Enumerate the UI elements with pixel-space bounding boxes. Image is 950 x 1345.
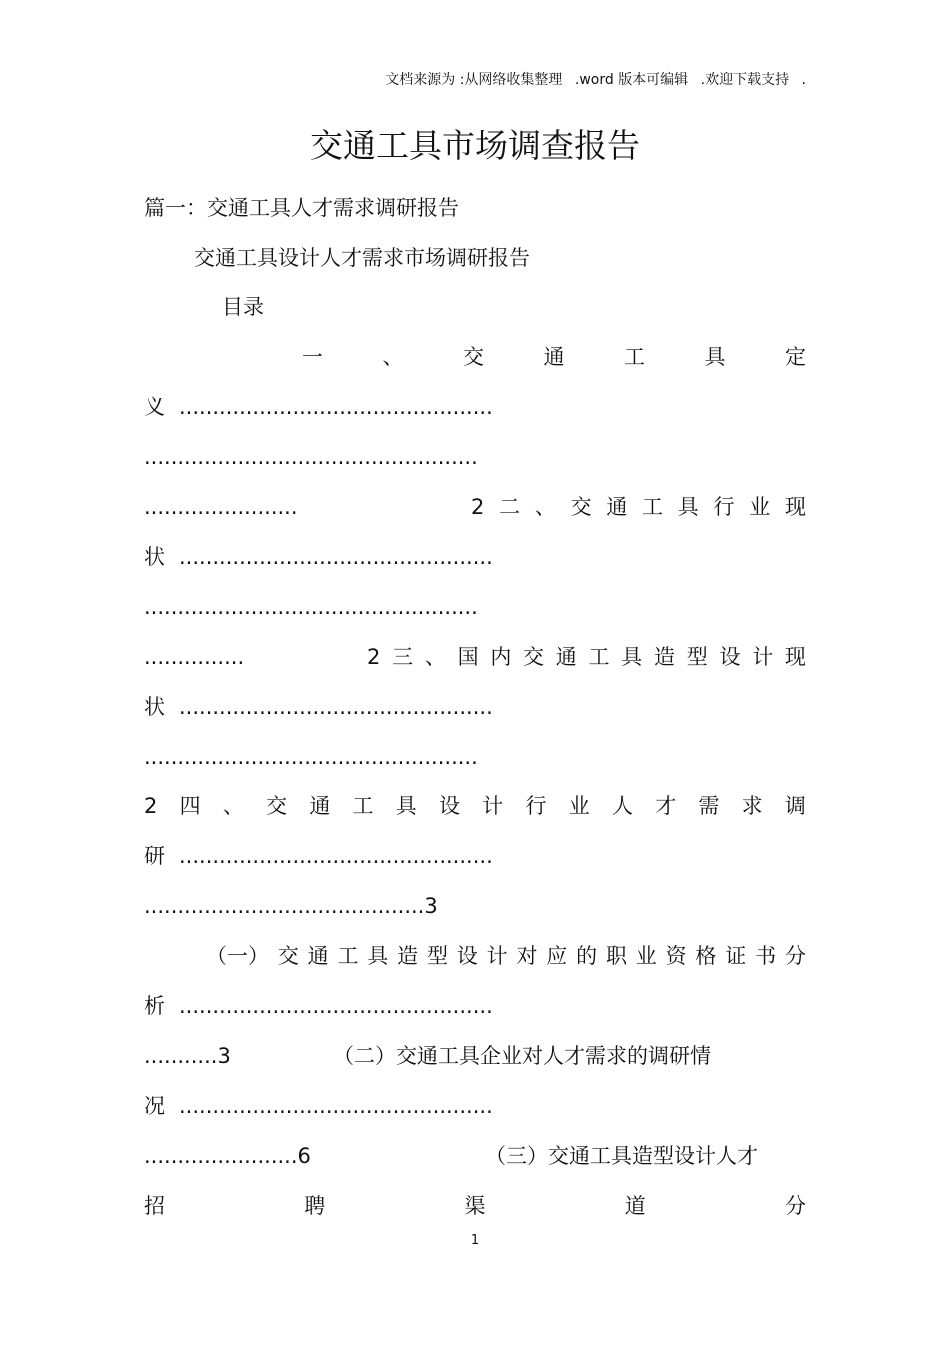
- toc-item6-dots: [144, 1142, 311, 1170]
- header-dot: .: [801, 72, 806, 88]
- toc-char: 现: [784, 645, 806, 669]
- toc-item6-cont: [144, 1092, 493, 1120]
- toc-char: 业: [749, 495, 771, 519]
- toc-char: 行: [713, 495, 735, 519]
- toc-item3-cont: [144, 693, 493, 721]
- toc-char: 型: [426, 944, 448, 968]
- toc-char: 二: [499, 495, 521, 519]
- header-source: 文档来源为 :从网络收集整理: [385, 72, 563, 88]
- document-title: 交通工具市场调查报告: [310, 126, 640, 165]
- toc-page-number: 2: [144, 794, 158, 818]
- toc-char: 一: [302, 345, 323, 369]
- toc-char: （一）: [206, 944, 269, 968]
- toc-char: 义: [144, 395, 165, 419]
- toc-dots: ..........................................: [144, 894, 425, 918]
- toc-char: 具: [367, 944, 389, 968]
- toc-page-number: 2: [471, 495, 485, 519]
- toc-char: 造: [653, 645, 675, 669]
- toc-item3-line: [367, 643, 806, 671]
- toc-char: 况: [144, 1094, 165, 1118]
- toc-dots: .......................: [144, 1144, 298, 1168]
- toc-char: 交: [570, 495, 592, 519]
- toc-char: 内: [490, 645, 512, 669]
- toc-char: 通: [606, 495, 628, 519]
- toc-char: 、: [382, 345, 404, 369]
- toc-char: 交: [463, 345, 484, 369]
- toc-item4-dots: [144, 892, 438, 920]
- toc-dots: ...........: [144, 1044, 218, 1068]
- toc-char: 通: [307, 944, 329, 968]
- toc-char: 聘: [304, 1194, 326, 1218]
- toc-char: 设: [439, 794, 461, 818]
- toc-item6-heading: （二）交通工具企业对人才需求的调研情: [333, 1044, 711, 1068]
- toc-char: 计: [752, 645, 774, 669]
- toc-char: 具: [677, 495, 699, 519]
- toc-char: 计: [486, 944, 508, 968]
- toc-item5-cont: [144, 992, 493, 1020]
- toc-char: 工: [624, 345, 645, 369]
- toc-char: 才: [655, 794, 677, 818]
- toc-char: 工: [588, 645, 610, 669]
- toc-char: 业: [635, 944, 657, 968]
- toc-char: 需: [698, 794, 720, 818]
- toc-item1-cont: [144, 393, 493, 421]
- toc-char: 三: [392, 645, 414, 669]
- toc-item7-line: [144, 1192, 806, 1220]
- toc-char: 造: [397, 944, 419, 968]
- toc-item1-dots-end: .......................: [144, 495, 298, 519]
- toc-page-number: 3: [217, 1044, 231, 1068]
- toc-char: 求: [741, 794, 763, 818]
- toc-char: 状: [144, 695, 165, 719]
- toc-char: 具: [395, 794, 417, 818]
- toc-char: 设: [456, 944, 478, 968]
- toc-char: 具: [621, 645, 643, 669]
- toc-char: 研: [144, 844, 165, 868]
- toc-item2-dots-end: ...............: [144, 645, 245, 669]
- toc-char: 资: [665, 944, 687, 968]
- toc-item4-line: [144, 792, 806, 820]
- toc-label: 目录: [222, 295, 264, 319]
- toc-char: 应: [546, 944, 568, 968]
- toc-char: 行: [525, 794, 547, 818]
- toc-char: 状: [144, 545, 165, 569]
- toc-char: 交: [523, 645, 545, 669]
- toc-page-number: 6: [297, 1144, 311, 1168]
- toc-item5-line: [206, 942, 806, 970]
- toc-dots: ...............................................: [179, 994, 493, 1018]
- toc-dots: ...............................................: [179, 695, 493, 719]
- toc-char: 对: [516, 944, 538, 968]
- subtitle: 交通工具设计人才需求市场调研报告: [194, 246, 530, 270]
- toc-char: 分: [784, 944, 806, 968]
- header-editable: .word 版本可编辑: [574, 72, 689, 88]
- toc-char: 国: [457, 645, 479, 669]
- toc-char: 工: [352, 794, 374, 818]
- toc-char: 道: [624, 1194, 646, 1218]
- toc-dots: ...............................................: [179, 395, 493, 419]
- toc-dots: ...............................................: [179, 844, 493, 868]
- toc-item1-dots: ..................................................: [144, 445, 478, 469]
- toc-char: 格: [695, 944, 717, 968]
- toc-char: 、: [222, 794, 244, 818]
- toc-char: 交: [277, 944, 299, 968]
- toc-char: 、: [424, 645, 446, 669]
- toc-char: 型: [686, 645, 708, 669]
- page-number: 1: [470, 1233, 480, 1248]
- toc-char: 渠: [464, 1194, 486, 1218]
- toc-char: 职: [605, 944, 627, 968]
- toc-item2-cont: [144, 543, 493, 571]
- toc-char: 工: [642, 495, 664, 519]
- toc-char: 析: [144, 994, 165, 1018]
- toc-dots: ...............................................: [179, 545, 493, 569]
- toc-char: 分: [785, 1194, 806, 1218]
- toc-item3-dots: ..................................................: [144, 745, 478, 769]
- toc-item4-cont: [144, 842, 493, 870]
- toc-page-number: 2: [367, 645, 381, 669]
- toc-item2-line: [471, 493, 806, 521]
- toc-char: 的: [576, 944, 598, 968]
- toc-page-number: 3: [424, 894, 438, 918]
- toc-char: 工: [337, 944, 359, 968]
- toc-item7-heading: （三）交通工具造型设计人才: [485, 1144, 758, 1168]
- toc-char: 人: [611, 794, 633, 818]
- toc-char: 计: [482, 794, 504, 818]
- toc-char: 四: [179, 794, 201, 818]
- toc-item5-dots: [144, 1042, 231, 1070]
- toc-item2-dots: ..................................................: [144, 595, 478, 619]
- header-welcome: .欢迎下载支持: [700, 72, 790, 88]
- toc-char: 交: [266, 794, 288, 818]
- toc-char: 具: [704, 345, 726, 369]
- toc-char: 定: [785, 345, 806, 369]
- toc-char: 招: [144, 1194, 165, 1218]
- chapter-heading: 篇一：交通工具人才需求调研报告: [144, 196, 459, 220]
- toc-char: 通: [543, 345, 565, 369]
- toc-char: 业: [568, 794, 590, 818]
- toc-item1-line: [302, 343, 806, 371]
- toc-char: 、: [534, 495, 556, 519]
- toc-char: 现: [784, 495, 806, 519]
- toc-char: 设: [719, 645, 741, 669]
- toc-char: 调: [784, 794, 806, 818]
- toc-char: 通: [555, 645, 577, 669]
- toc-dots: ...............................................: [179, 1094, 493, 1118]
- page-header: [385, 70, 806, 90]
- toc-char: 书: [755, 944, 777, 968]
- toc-char: 通: [309, 794, 331, 818]
- toc-char: 证: [725, 944, 747, 968]
